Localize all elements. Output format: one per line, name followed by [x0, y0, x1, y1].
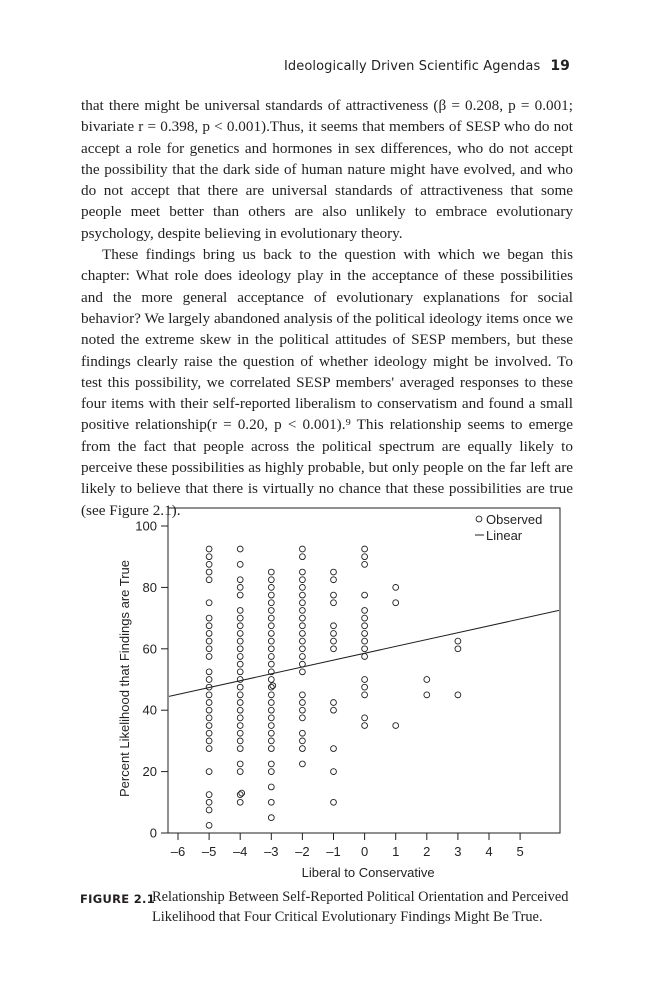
x-tick-label: –2 — [295, 844, 310, 859]
observed-point — [268, 623, 274, 629]
observed-point — [206, 577, 212, 583]
observed-point — [362, 608, 368, 614]
observed-point — [300, 692, 306, 698]
y-tick-label: 20 — [142, 764, 157, 780]
y-tick-label: 100 — [135, 518, 157, 534]
observed-point — [300, 746, 306, 752]
observed-point — [206, 746, 212, 752]
observed-point — [300, 761, 306, 767]
page-number: 19 — [550, 58, 570, 74]
observed-point — [331, 592, 337, 598]
observed-point — [206, 677, 212, 683]
observed-point — [362, 692, 368, 698]
observed-point — [206, 807, 212, 813]
observed-point — [268, 569, 274, 575]
observed-point — [300, 738, 306, 744]
observed-point — [268, 723, 274, 729]
x-tick-label: –1 — [326, 844, 341, 859]
observed-point — [300, 654, 306, 660]
observed-point — [206, 707, 212, 713]
body-text — [81, 95, 573, 521]
observed-point — [300, 700, 306, 706]
observed-point — [300, 569, 306, 575]
x-tick-label: –6 — [170, 844, 186, 859]
observed-point — [237, 746, 243, 752]
observed-point — [424, 692, 430, 698]
figure-caption — [80, 887, 580, 927]
observed-point — [237, 546, 243, 552]
observed-point — [268, 684, 274, 690]
scatter-plot — [111, 503, 561, 883]
observed-point — [270, 683, 276, 689]
observed-point — [206, 730, 212, 736]
observed-point — [206, 561, 212, 567]
observed-point — [237, 769, 243, 775]
observed-point — [206, 638, 212, 644]
observed-point — [362, 631, 368, 637]
observed-point — [237, 631, 243, 637]
observed-point — [206, 822, 212, 828]
plot-frame — [168, 508, 560, 833]
observed-point — [331, 700, 337, 706]
observed-point — [237, 608, 243, 614]
observed-point — [237, 646, 243, 652]
observed-point — [237, 730, 243, 736]
observed-point — [237, 615, 243, 621]
observed-point — [300, 592, 306, 598]
observed-point — [362, 723, 368, 729]
observed-point — [206, 546, 212, 552]
x-tick-label: 3 — [454, 844, 462, 859]
observed-point — [237, 669, 243, 675]
x-tick-label: 5 — [516, 844, 524, 859]
observed-point — [424, 677, 430, 683]
observed-point — [268, 577, 274, 583]
observed-point — [268, 646, 274, 652]
observed-point — [206, 700, 212, 706]
observed-point — [393, 723, 399, 729]
observed-point — [300, 730, 306, 736]
observed-point — [268, 692, 274, 698]
observed-point — [268, 746, 274, 752]
y-tick-label: 60 — [142, 641, 157, 657]
figure-label: FIGURE 2.1 — [80, 892, 155, 906]
observed-point — [268, 592, 274, 598]
observed-point — [206, 600, 212, 606]
observed-point — [237, 700, 243, 706]
observed-point — [300, 600, 306, 606]
observed-point — [331, 638, 337, 644]
x-tick-label: –3 — [264, 844, 279, 859]
observed-point — [331, 577, 337, 583]
observed-point — [268, 761, 274, 767]
observed-point — [206, 799, 212, 805]
observed-point — [206, 631, 212, 637]
paragraph-1: that there might be universal standards of attractiveness (β = 0.208, p = 0.001; bivariate r = 0.398, p < 0.001).Thus, it seems that members of SESP who do not accept a role for genetics and hormones in sex differences, who do not accept the possibility that the dark side of human nature might have evolved, and who do not accept that there are universal standards of attractiveness that some people meet better than others are also unlikely to embrace evolutionary psychology, despite believing in evolutionary theory. — [81, 97, 573, 242]
y-axis-label: Percent Likelihood that Findings are True — [117, 559, 132, 798]
observed-point — [362, 561, 368, 567]
observed-point — [300, 577, 306, 583]
figure-caption-text: Relationship Between Self-Reported Political Orientation and Perceived Likelihood that Four Critical Evolutionary Findings Might Be True. — [152, 889, 569, 925]
observed-point — [268, 707, 274, 713]
observed-point — [237, 792, 243, 798]
observed-point — [362, 646, 368, 652]
observed-point — [300, 669, 306, 675]
y-tick-label: 40 — [142, 702, 157, 718]
observed-point — [300, 715, 306, 721]
observed-point — [331, 799, 337, 805]
observed-point — [268, 600, 274, 606]
observed-point — [268, 769, 274, 775]
observed-point — [206, 738, 212, 744]
x-tick-label: 4 — [485, 844, 493, 859]
legend-observed-marker — [476, 516, 482, 522]
observed-point — [206, 669, 212, 675]
observed-point — [268, 631, 274, 637]
y-tick-label: 80 — [142, 579, 157, 595]
observed-point — [237, 738, 243, 744]
observed-point — [331, 769, 337, 775]
observed-point — [206, 554, 212, 560]
observed-point — [237, 684, 243, 690]
observed-point — [455, 692, 461, 698]
observed-point — [300, 646, 306, 652]
observed-point — [300, 638, 306, 644]
observed-point — [206, 654, 212, 660]
observed-point — [331, 623, 337, 629]
observed-point — [300, 623, 306, 629]
observed-point — [268, 654, 274, 660]
observed-point — [206, 723, 212, 729]
observed-point — [268, 700, 274, 706]
observed-point — [237, 707, 243, 713]
observed-point — [237, 585, 243, 591]
x-tick-label: –4 — [232, 844, 248, 859]
running-head-title: Ideologically Driven Scientific Agendas — [283, 59, 541, 74]
x-tick-label: 1 — [392, 844, 400, 859]
observed-point — [362, 654, 368, 660]
observed-point — [362, 546, 368, 552]
observed-point — [331, 707, 337, 713]
observed-point — [206, 615, 212, 621]
observed-point — [206, 569, 212, 575]
observed-point — [206, 646, 212, 652]
x-tick-label: –5 — [201, 844, 217, 859]
paragraph-2: These findings bring us back to the question with which we began this chapter: What role does ideology play in the acceptance of these possibilities and the more general acceptance of evolutionary explanations for social behavior? We largely abandoned analysis of the political ideology items once we noted the extreme skew in the political attitudes of SESP members, but these findings clearly raise the question of whether ideology might be involved. To test this possibility, we correlated SESP members' averaged responses to these four items with their self-reported liberalism to conservatism and found a small positive relationship(r = 0.20, p < 0.001).⁹ This relationship seems to emerge from the fact that people across the political spectrum are equally likely to perceive these possibilities as highly probable, but only people on the far left are likely to believe that there is virtually no chance that these possibilities are true (see Figure 2.1). — [81, 246, 573, 519]
observed-point — [268, 738, 274, 744]
observed-point — [362, 554, 368, 560]
observed-point — [237, 692, 243, 698]
observed-point — [300, 615, 306, 621]
observed-point — [237, 715, 243, 721]
observed-point — [331, 600, 337, 606]
observed-point — [362, 592, 368, 598]
observed-point — [362, 623, 368, 629]
observed-point — [237, 577, 243, 583]
observed-point — [300, 608, 306, 614]
observed-point — [206, 623, 212, 629]
observed-point — [268, 815, 274, 821]
observed-point — [331, 746, 337, 752]
observed-point — [331, 631, 337, 637]
observed-point — [206, 692, 212, 698]
figure-2-1-chart — [111, 503, 561, 883]
x-tick-label: 0 — [360, 844, 369, 859]
observed-point — [206, 715, 212, 721]
legend-observed-label: Observed — [486, 512, 543, 527]
observed-point — [268, 784, 274, 790]
observed-point — [268, 661, 274, 667]
observed-point — [206, 792, 212, 798]
observed-point — [237, 623, 243, 629]
observed-point — [237, 638, 243, 644]
observed-point — [362, 677, 368, 683]
observed-point — [300, 631, 306, 637]
observed-point — [268, 799, 274, 805]
x-axis-label: Liberal to Conservative — [301, 865, 435, 880]
observed-point — [239, 790, 245, 796]
legend-linear-label: Linear — [486, 528, 523, 543]
observed-point — [331, 569, 337, 575]
observed-point — [268, 638, 274, 644]
y-tick-label: 0 — [149, 825, 157, 841]
observed-point — [455, 646, 461, 652]
observed-point — [268, 585, 274, 591]
observed-point — [393, 585, 399, 591]
observed-point — [300, 707, 306, 713]
observed-point — [300, 546, 306, 552]
x-tick-label: 2 — [423, 844, 431, 859]
observed-point — [237, 723, 243, 729]
observed-point — [455, 638, 461, 644]
observed-point — [237, 761, 243, 767]
observed-point — [268, 730, 274, 736]
observed-point — [237, 799, 243, 805]
observed-point — [362, 615, 368, 621]
running-head — [284, 58, 570, 74]
observed-point — [362, 715, 368, 721]
observed-point — [268, 677, 274, 683]
observed-point — [393, 600, 399, 606]
observed-point — [300, 554, 306, 560]
observed-point — [268, 615, 274, 621]
observed-point — [362, 638, 368, 644]
observed-point — [268, 715, 274, 721]
observed-point — [237, 561, 243, 567]
observed-point — [237, 661, 243, 667]
observed-point — [300, 585, 306, 591]
observed-point — [237, 654, 243, 660]
observed-point — [331, 646, 337, 652]
observed-point — [268, 608, 274, 614]
observed-point — [206, 769, 212, 775]
observed-point — [362, 684, 368, 690]
observed-point — [237, 592, 243, 598]
